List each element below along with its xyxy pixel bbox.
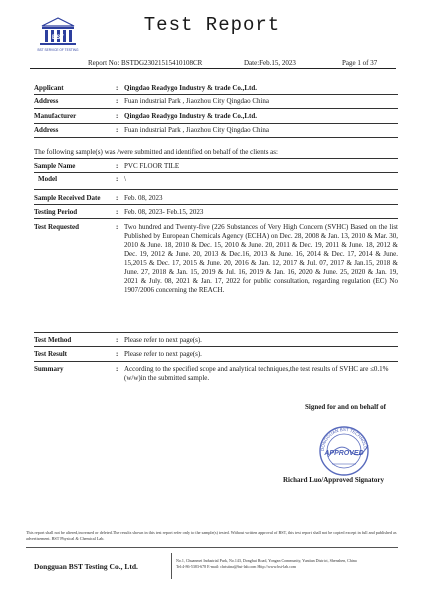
summary-label: Summary	[34, 365, 64, 373]
summary-row: Summary : According to the specified scope and analytical techniques,the test results of SVHC are ≤0.1%(w/w)in the submitted sample.	[34, 365, 398, 383]
footer-address-line: No.1, Chuanmei Industrial Park, No.143, Donghui Road, Yongan Community, Yuntian District, Shenzhen, China	[176, 558, 357, 563]
disclaimer-text: This report shall not be altered,increased or deleted.The results shown in this test report refer only to the sample(s) tested. Without written approval of BST, this test report shall not be copied except in full and published as advertisement. BST Physical & Chemical Lab.	[26, 530, 397, 541]
manufacturer-address-row: Address : Fuan industrial Park , Jiaozhou City Qingdao China	[34, 126, 398, 135]
sample-name-label: Sample Name	[34, 162, 76, 170]
model-row: Model : \	[34, 175, 398, 184]
stamp-ring-text: DONGGUAN BST TECHNOLO	[319, 426, 368, 452]
testing-period-label: Testing Period	[34, 208, 78, 216]
model-value: \	[124, 175, 126, 183]
footer-vertical-divider	[171, 553, 172, 579]
applicant-row: Applicant : Qingdao Readygo Industry & trade Co.,Ltd.	[34, 84, 398, 93]
divider	[34, 123, 398, 124]
sample-name-value: PVC FLOOR TILE	[124, 162, 180, 170]
test-method-row: Test Method : Please refer to next page(s).	[34, 336, 398, 345]
footer-divider	[26, 547, 398, 548]
page-title: Test Report	[143, 14, 281, 36]
divider	[34, 94, 398, 95]
test-method-label: Test Method	[34, 336, 72, 344]
intro-text: The following sample(s) was /were submitted and identified on behalf of the clients as:	[34, 148, 278, 156]
footer-company: Dongguan BST Testing Co., Ltd.	[34, 562, 138, 571]
logo-text-top: BST	[52, 35, 64, 41]
applicant-label: Applicant	[34, 84, 64, 92]
report-date: Date:Feb.15, 2023	[244, 59, 296, 67]
test-result-value: Please refer to next page(s).	[124, 350, 202, 358]
manufacturer-value: Qingdao Readygo Industry & trade Co.,Ltd.	[124, 112, 258, 120]
footer-address	[176, 558, 400, 570]
address-value: Fuan industrial Park , Jiaozhou City Qingdao China	[124, 126, 270, 134]
received-date-label: Sample Received Date	[34, 194, 101, 202]
svg-text:DONGGUAN BST TECHNOLOGY CO.	[306, 417, 368, 451]
received-date-row: Sample Received Date : Feb. 08, 2023	[34, 194, 398, 203]
model-label: Model	[38, 175, 58, 183]
divider	[34, 172, 398, 173]
header-divider	[30, 68, 396, 69]
received-date-value: Feb. 08, 2023	[124, 194, 163, 202]
divider	[34, 346, 398, 347]
test-result-label: Test Result	[34, 350, 67, 358]
applicant-value: Qingdao Readygo Industry & trade Co.,Ltd.	[124, 84, 258, 92]
address-label: Address	[34, 126, 59, 134]
test-method-value: Please refer to next page(s).	[124, 336, 202, 344]
stamp-text: APPROVED	[324, 450, 364, 457]
footer-contact-line: Tel:4-86-5383-678 E-mail: christina@bst-lab.com Http://www.bst-lab.com	[176, 564, 297, 569]
divider	[34, 137, 398, 138]
address-value: Fuan industrial Park , Jiaozhou City Qingdao China	[124, 97, 270, 105]
divider	[34, 108, 398, 109]
address-label: Address	[34, 97, 59, 105]
divider	[34, 158, 398, 159]
sample-name-row: Sample Name : PVC FLOOR TILE	[34, 162, 398, 171]
divider	[34, 332, 398, 333]
divider	[34, 189, 398, 190]
logo-text-bottom: BST SERVICE OF TESTING	[37, 48, 79, 52]
test-requested-row: Test Requested : Two hundred and Twenty-five (226 Substances of Very High Concern (SVHC) Based on the list Published by European Chemicals Agency (ECHA) on Dec. 28, 2008 & Jan. 13, 2010 & Mar. 30, 2010 & June. 18, 2010 & Dec. 15, 2010 & June. 20, 2011 & Dec. 19, 2011 & June. 18, 2012 & Dec. 19, 2012 & June. 20, 2013 & Dec.16, 2013 & June. 16, 2014 & Dec. 17, 2014 & June. 15,2015 & Dec. 17, 2015 & June. 20, 2016 & Jan. 12, 2017 & Jul. 07, 2017 & Jan.15, 2018 & June. 27, 2018 & Jan. 15, 2019 & Jul. 16, 2019 & Jan. 16, 2020 & June. 25, 2020 & Jan. 19, 2021 & July. 08, 2021 & Jan. 17, 2022 for public consultation, regarding regulation (EC) No 1907/2006 concerning the REACH.	[34, 223, 398, 294]
approved-stamp	[306, 417, 382, 477]
test-result-row: Test Result : Please refer to next page(s).	[34, 350, 398, 359]
page-number: Page 1 of 37	[342, 59, 378, 67]
divider	[34, 361, 398, 362]
report-number: Report No: BSTDG23021515410108CR	[88, 59, 203, 67]
signature-title: Signed for and on behalf of	[305, 403, 386, 411]
testing-period-value: Feb. 08, 2023- Feb.15, 2023	[124, 208, 204, 216]
manufacturer-label: Manufacturer	[34, 112, 77, 120]
divider	[34, 218, 398, 219]
test-requested-value: Two hundred and Twenty-five (226 Substances of Very High Concern (SVHC) Based on the list Published by European Chemicals Agency (ECHA) on Dec. 28, 2008 & Jan. 13, 2010 & Mar. 30, 2010 & June. 18, 2010 & Dec. 15, 2010 & June. 20, 2011 & Dec. 19, 2011 & June. 18, 2012 & Dec. 19, 2012 & June. 20, 2013 & Dec.16, 2013 & June. 16, 2014 & Dec. 17, 2014 & June. 15,2015 & Dec. 17, 2015 & June. 20, 2016 & Jan. 12, 2017 & Jul. 07, 2017 & Jan.15, 2018 & June. 27, 2018 & Jan. 15, 2019 & Jul. 16, 2019 & Jan. 16, 2020 & June. 25, 2020 & Jan. 19, 2021 & July. 08, 2021 & Jan. 17, 2022 for public consultation, regarding regulation (EC) No 1907/2006 concerning the REACH.	[124, 223, 398, 294]
testing-period-row: Testing Period : Feb. 08, 2023- Feb.15, 2023	[34, 208, 398, 217]
divider	[34, 204, 398, 205]
test-requested-label: Test Requested	[34, 223, 80, 231]
manufacturer-row: Manufacturer : Qingdao Readygo Industry & trade Co.,Ltd.	[34, 112, 398, 121]
applicant-address-row: Address : Fuan industrial Park , Jiaozhou City Qingdao China	[34, 97, 398, 106]
summary-value: According to the specified scope and analytical techniques,the test results of SVHC are ≤0.1%(w/w)in the submitted sample.	[124, 365, 389, 382]
signatory-name: Richard Luo/Approved Signatory	[283, 476, 384, 484]
